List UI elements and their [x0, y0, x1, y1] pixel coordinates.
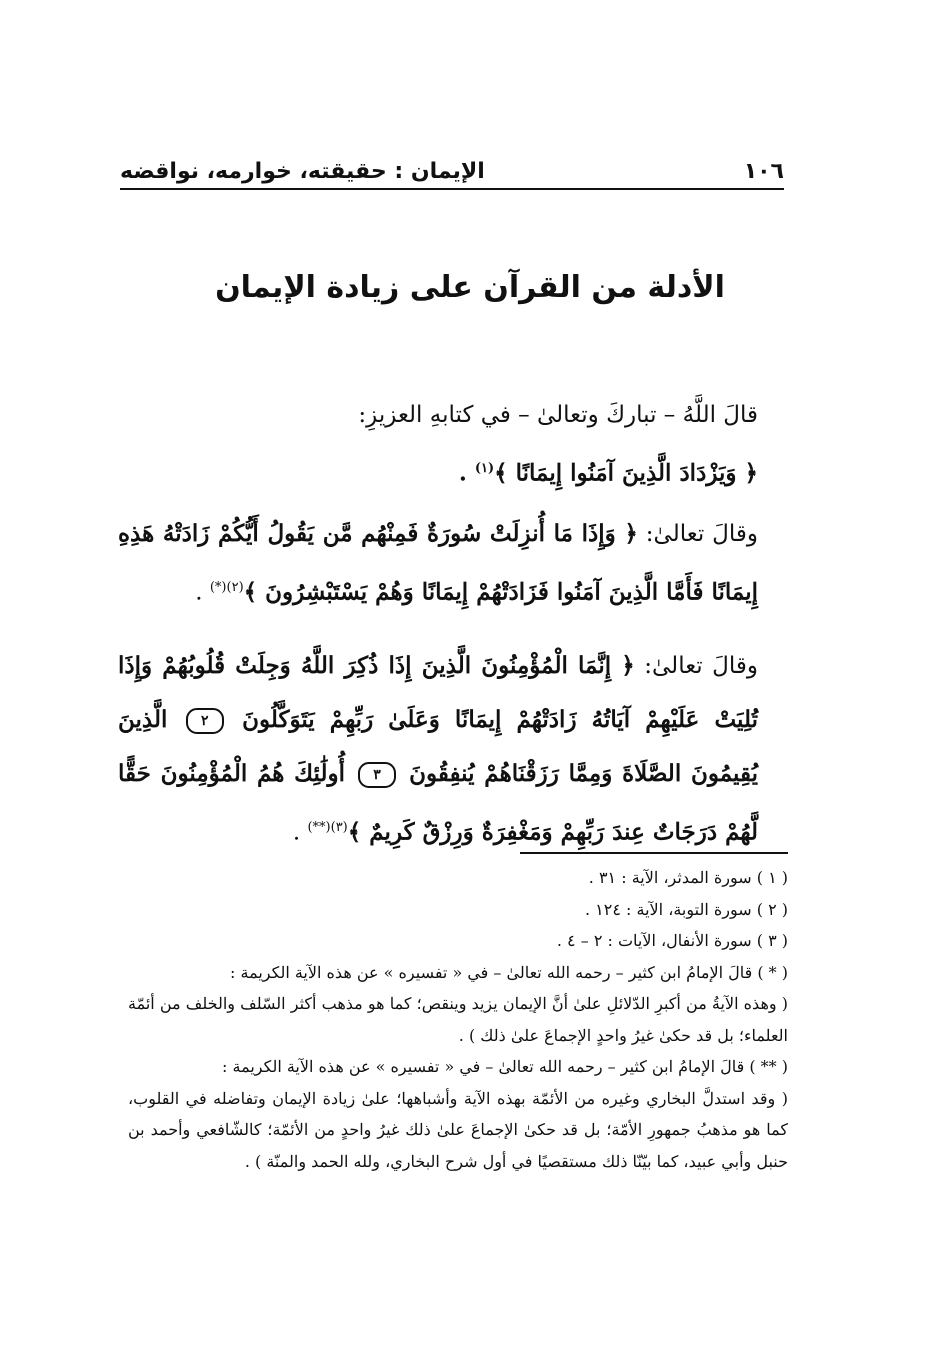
footnote-double-star-body: ( وقد استدلَّ البخاري وغيره من الأئمّة بهذه الآية وأشباهها؛ علىٰ زيادة الإيمان وتفاضله في القلوب، كما هو مذهبُ جمهورِ الأمّة؛ بل قد حكىٰ الإجماعَ علىٰ ذلك غيرُ واحدٍ من الأئمّة؛ كالشّافعي وأحمد بن حنبل وأبي عبيد، كما بيّنّا ذلك مستقصيًا في أول شرح البخاري، ولله الحمد والمنّة ) . [128, 1088, 788, 1171]
section-title: الأدلة من القرآن على زيادة الإيمان [215, 270, 725, 305]
paragraph-three: وقالَ تعالىٰ: ﴿ إِنَّمَا الْمُؤْمِنُونَ الَّذِينَ إِذَا ذُكِرَ اللَّهُ وَجِلَتْ قُلُوبُهُمْ وَإِذَا تُلِيَتْ عَلَيْهِمْ آيَاتُهُ زَادَتْهُمْ إِيمَانًا وَعَلَىٰ رَبِّهِمْ يَتَوَكَّلُونَ ٢ الَّذِينَ يُقِيمُونَ الصَّلَاةَ وَمِمَّا رَزَقْنَاهُمْ يُنفِقُونَ ٣ أُولَٰئِكَ هُمُ الْمُؤْمِنُونَ حَقًّا لَّهُمْ دَرَجَاتٌ عِندَ رَبِّهِمْ وَمَغْفِرَةٌ وَرِزْقٌ كَرِيمٌ ﴾$^{(٣)(**)}$ . [118, 652, 759, 846]
footnote-ref: (١) [474, 461, 495, 476]
verse-two-text: ﴿ وَإِذَا مَا أُنزِلَتْ سُورَةٌ فَمِنْهُم مَّن يَقُولُ أَيُّكُمْ زَادَتْهُ هَذِهِ إِيمَانًا فَأَمَّا الَّذِينَ آمَنُوا فَزَادَتْهُمْ إِيمَانًا وَهُمْ يَسْتَبْشِرُونَ ﴾ [118, 519, 758, 606]
page-number: ١٠٦ [743, 159, 784, 184]
paragraph-lead: وقالَ تعالىٰ: [644, 653, 758, 680]
verse-three-text: أُولَٰئِكَ هُمُ الْمُؤْمِنُونَ حَقًّا لَّهُمْ دَرَجَاتٌ عِندَ رَبِّهِمْ وَمَغْفِرَةٌ وَرِزْقٌ كَرِيمٌ ﴾ [118, 760, 758, 846]
main-text [118, 388, 758, 860]
footnotes [128, 862, 788, 1177]
footnote-divider [520, 852, 788, 854]
footnote-2: ( ٢ ) سورة التوبة، الآية : ١٢٤ . [584, 899, 788, 919]
running-header [120, 150, 784, 190]
book-title: الإيمان : حقيقته، خوارمه، نواقضه [120, 159, 485, 184]
footnote-ref: (٣)(**) [307, 820, 348, 836]
footnote-double-star-heading: ( ** ) قالَ الإمامُ ابن كثير – رحمه الله تعالىٰ – في « تفسيره » عن هذه الآية الكريمة : [222, 1057, 788, 1076]
footnote-1: ( ١ ) سورة المدثر، الآية : ٣١ . [588, 868, 788, 887]
paragraph-lead: وقالَ تعالىٰ: [645, 520, 758, 547]
ayah-number-marker: ٣ [358, 762, 396, 788]
footnote-ref: (٢)(*) [209, 579, 244, 595]
intro-text: قالَ اللَّهُ – تباركَ وتعالىٰ – في كتابهِ العزيزِ: [358, 402, 758, 428]
ayah-number-marker: ٢ [186, 708, 224, 734]
footnote-star-body: ( وهذه الآيةُ من أكبرِ الدّلائلِ علىٰ أنَّ الإيمان يزيد وينقص؛ كما هو مذهب أكثر السّلف والخلف من أئمّة العلماء؛ بل قد حكىٰ غيرُ واحدٍ الإجماعَ علىٰ ذلك ) . [128, 994, 788, 1045]
verse-one: ﴿ وَيَزْدَادَ الَّذِينَ آمَنُوا إِيمَانًا ﴾$^{(١)}$ . [458, 459, 758, 487]
footnote-3: ( ٣ ) سورة الأنفال، الآيات : ٢ – ٤ . [556, 931, 788, 950]
paragraph-two: وقالَ تعالىٰ: ﴿ وَإِذَا مَا أُنزِلَتْ سُورَةٌ فَمِنْهُم مَّن يَقُولُ أَيُّكُمْ زَادَتْهُ هَذِهِ إِيمَانًا فَأَمَّا الَّذِينَ آمَنُوا فَزَادَتْهُمْ إِيمَانًا وَهُمْ يَسْتَبْشِرُونَ ﴾$^{(٢)(*)}$ . [118, 519, 758, 606]
verse-three-text: الَّذِينَ يُقِيمُونَ الصَّلَاةَ وَمِمَّا رَزَقْنَاهُمْ يُنفِقُونَ [118, 706, 759, 788]
verse-one-text: ﴿ وَيَزْدَادَ الَّذِينَ آمَنُوا إِيمَانًا ﴾ [494, 459, 758, 487]
footnote-star-heading: ( * ) قالَ الإمامُ ابن كثير – رحمه الله تعالىٰ – في « تفسيره » عن هذه الآية الكريمة : [230, 962, 788, 982]
intro-line [118, 388, 758, 442]
verse-three-text: ﴿ إِنَّمَا الْمُؤْمِنُونَ الَّذِينَ إِذَا ذُكِرَ اللَّهُ وَجِلَتْ قُلُوبُهُمْ وَإِذَا تُلِيَتْ عَلَيْهِمْ آيَاتُهُ زَادَتْهُمْ إِيمَانًا وَعَلَىٰ رَبِّهِمْ يَتَوَكَّلُونَ [118, 652, 758, 734]
